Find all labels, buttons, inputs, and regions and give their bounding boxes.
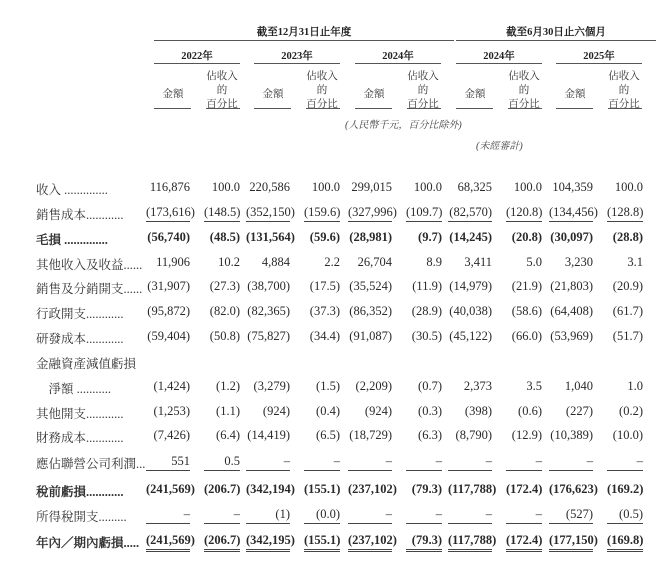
percent-cell: (128.8) — [607, 205, 643, 222]
amount-cell: 11,906 — [156, 255, 190, 269]
table-row-other-income — [0, 255, 660, 277]
amount-cell: (28,981) — [349, 230, 392, 244]
percent-cell: – — [607, 454, 643, 471]
percent-cell: (20.9) — [612, 279, 643, 293]
amount-cell: (30,097) — [550, 230, 593, 244]
col-pct-heading — [404, 70, 442, 112]
amount-cell: (241,569) — [146, 482, 195, 496]
col-amount-heading: 金額 — [564, 89, 586, 100]
amount-cell: (1,253) — [153, 404, 190, 418]
percent-cell: (79.3) — [406, 533, 442, 552]
divider — [608, 108, 642, 109]
percent-cell: (6.3) — [418, 428, 442, 442]
divider — [355, 63, 441, 64]
year-heading-2023: 2023年 — [281, 51, 313, 62]
unaudited-note: (未經審計) — [476, 141, 523, 152]
percent-cell: (172.4) — [506, 533, 542, 552]
percent-cell: (59.6) — [309, 230, 340, 244]
amount-cell: (59,404) — [147, 329, 190, 343]
percent-cell: – — [406, 454, 442, 471]
row-label: 應佔聯營公司利潤... — [36, 457, 146, 471]
percent-cell: (9.7) — [418, 230, 442, 244]
table-row-revenue — [0, 180, 660, 202]
year-heading-2022: 2022年 — [181, 51, 213, 62]
percent-cell: (155.1) — [304, 533, 340, 552]
percent-cell: 5.0 — [526, 255, 542, 269]
percent-cell: (28.9) — [411, 304, 442, 318]
percent-cell: (6.4) — [216, 428, 240, 442]
percent-cell: (58.6) — [511, 304, 542, 318]
amount-cell: (45,122) — [449, 329, 492, 343]
table-row-gross-loss — [0, 230, 660, 252]
amount-cell: – — [246, 454, 290, 471]
percent-cell: (10.0) — [612, 428, 643, 442]
amount-cell: – — [549, 454, 593, 471]
row-label: 行政開支............ — [36, 307, 124, 321]
amount-cell: (237,102) — [348, 482, 397, 496]
percent-cell: (0.5) — [607, 507, 643, 524]
percent-cell: 8.9 — [426, 255, 442, 269]
divider — [556, 108, 593, 109]
table-row-share-of-associate-profit — [0, 454, 660, 476]
amount-cell: (53,969) — [550, 329, 593, 343]
amount-cell: (8,790) — [455, 428, 492, 442]
col-pct-line2: 百分比 — [306, 99, 338, 110]
amount-cell: (237,102) — [348, 533, 392, 552]
percent-cell: (11.9) — [412, 279, 442, 293]
amount-cell: (1) — [246, 507, 290, 524]
row-label: 銷售及分銷開支...... — [36, 282, 143, 296]
percent-cell: (0.0) — [304, 507, 340, 524]
percent-cell: (50.8) — [209, 329, 240, 343]
divider — [456, 63, 542, 64]
amount-cell: – — [448, 454, 492, 471]
amount-cell: (3,279) — [253, 379, 290, 393]
amount-cell: (35,524) — [349, 279, 392, 293]
amount-cell: (1,424) — [153, 379, 190, 393]
percent-cell: (169.8) — [607, 533, 643, 552]
table-row-loss-for-period — [0, 533, 660, 555]
col-pct-heading — [505, 70, 543, 112]
divider — [306, 108, 340, 109]
percent-cell: (206.7) — [204, 482, 241, 496]
percent-cell: (120.8) — [506, 205, 542, 222]
col-pct-line2: 百分比 — [608, 99, 640, 110]
amount-cell: (176,623) — [549, 482, 598, 496]
divider — [154, 40, 454, 41]
percent-cell: 100.0 — [513, 180, 542, 194]
row-label: 所得稅開支......... — [36, 510, 127, 524]
percent-cell: (206.7) — [204, 533, 240, 552]
row-label: 金融資產減值虧損 — [36, 357, 137, 371]
amount-cell: (527) — [549, 507, 593, 524]
percent-cell: – — [506, 507, 542, 524]
col-amount-heading: 金額 — [262, 89, 284, 100]
amount-cell: 299,015 — [351, 180, 392, 194]
year-heading-h1-2025: 2025年 — [583, 51, 615, 62]
table-row-other-expenses — [0, 404, 660, 426]
percent-cell: (1.1) — [216, 404, 240, 418]
table-row-loss-before-tax — [0, 482, 660, 504]
col-amount-heading: 金額 — [363, 89, 385, 100]
amount-cell: (227) — [565, 404, 593, 418]
year-heading-2024: 2024年 — [382, 51, 414, 62]
percent-cell: (30.5) — [411, 329, 442, 343]
percent-cell: (1.5) — [316, 379, 340, 393]
col-pct-line2: 百分比 — [407, 99, 439, 110]
percent-cell: (34.4) — [309, 329, 340, 343]
amount-cell: 4,884 — [261, 255, 290, 269]
col-pct-line2: 百分比 — [206, 99, 238, 110]
row-label: 其他開支............ — [36, 407, 124, 421]
table-row-selling-expenses — [0, 279, 660, 301]
percent-cell: 100.0 — [211, 180, 240, 194]
amount-cell: (10,389) — [550, 428, 593, 442]
amount-cell: 1,040 — [564, 379, 593, 393]
percent-cell: 100.0 — [413, 180, 442, 194]
year-heading-h1-2024: 2024年 — [483, 51, 515, 62]
divider — [508, 108, 542, 109]
table-row-rd-costs — [0, 329, 660, 351]
row-label: 財務成本............ — [36, 431, 124, 445]
divider — [154, 63, 240, 64]
divider — [456, 40, 656, 41]
divider — [407, 108, 441, 109]
col-pct-line1: 佔收入的 — [508, 71, 540, 96]
percent-cell: (21.9) — [511, 279, 542, 293]
table-row-cost-of-sales — [0, 205, 660, 227]
amount-cell: (14,979) — [449, 279, 492, 293]
period-half-heading: 截至6月30日止六個月 — [506, 27, 606, 38]
col-pct-heading — [203, 70, 241, 112]
percent-cell: (37.3) — [309, 304, 340, 318]
percent-cell: 100.0 — [614, 180, 643, 194]
amount-cell: (40,038) — [449, 304, 492, 318]
amount-cell: (327,996) — [348, 205, 392, 222]
amount-cell: (38,700) — [247, 279, 290, 293]
row-label: 淨額 ........... — [36, 382, 112, 396]
percent-cell: 3.1 — [627, 255, 643, 269]
percent-cell: (1.2) — [216, 379, 240, 393]
table-row-impairment-net — [0, 379, 660, 401]
unit-note: (人民幣千元，百分比除外) — [345, 120, 462, 131]
amount-cell: (2,209) — [355, 379, 392, 393]
percent-cell: (109.7) — [406, 205, 442, 222]
amount-cell: (82,365) — [247, 304, 290, 318]
divider — [206, 108, 240, 109]
amount-cell: – — [146, 507, 190, 524]
amount-cell: (177,150) — [549, 533, 593, 552]
amount-cell: (7,426) — [153, 428, 190, 442]
percent-cell: (79.3) — [411, 482, 442, 496]
percent-cell: (155.1) — [304, 482, 341, 496]
percent-cell: (148.5) — [204, 205, 240, 222]
percent-cell: (66.0) — [511, 329, 542, 343]
amount-cell: (75,827) — [247, 329, 290, 343]
amount-cell: (342,195) — [246, 533, 290, 552]
percent-cell: (17.5) — [309, 279, 340, 293]
amount-cell: (117,788) — [448, 533, 492, 552]
amount-cell: (117,788) — [448, 482, 497, 496]
row-label: 研發成本............ — [36, 332, 124, 346]
amount-cell: (31,907) — [147, 279, 190, 293]
amount-cell: (134,456) — [549, 205, 593, 222]
row-label: 毛損 .............. — [36, 233, 108, 247]
percent-cell: (27.3) — [209, 279, 240, 293]
amount-cell: (342,194) — [246, 482, 295, 496]
percent-cell: (0.4) — [316, 404, 340, 418]
percent-cell: – — [204, 507, 240, 524]
amount-cell: – — [348, 454, 392, 471]
amount-cell: 26,704 — [357, 255, 392, 269]
amount-cell: 116,876 — [149, 180, 190, 194]
period-annual-heading: 截至12月31日止年度 — [256, 27, 352, 38]
percent-cell: (0.2) — [619, 404, 643, 418]
percent-cell: (82.0) — [209, 304, 240, 318]
amount-cell: (14,419) — [247, 428, 290, 442]
amount-cell: (82,570) — [448, 205, 492, 222]
divider — [556, 63, 642, 64]
percent-cell: (6.5) — [316, 428, 340, 442]
amount-cell: (64,408) — [550, 304, 593, 318]
percent-cell: (169.2) — [607, 482, 644, 496]
divider — [456, 108, 493, 109]
col-amount-heading: 金額 — [162, 89, 184, 100]
row-label: 稅前虧損............ — [36, 485, 124, 499]
percent-cell: – — [304, 454, 340, 471]
amount-cell: (924) — [364, 404, 392, 418]
amount-cell: 2,373 — [463, 379, 492, 393]
amount-cell: (56,740) — [147, 230, 190, 244]
amount-cell: (86,352) — [349, 304, 392, 318]
amount-cell: (14,245) — [449, 230, 492, 244]
amount-cell: 3,411 — [464, 255, 492, 269]
col-pct-line1: 佔收入的 — [206, 71, 238, 96]
col-amount-heading: 金額 — [464, 89, 486, 100]
divider — [154, 108, 191, 109]
percent-cell: 100.0 — [311, 180, 340, 194]
amount-cell: (131,564) — [246, 230, 295, 244]
percent-cell: (172.4) — [506, 482, 543, 496]
percent-cell: 1.0 — [627, 379, 643, 393]
percent-cell: (20.8) — [511, 230, 542, 244]
amount-cell: 220,586 — [249, 180, 290, 194]
amount-cell: 3,230 — [564, 255, 593, 269]
amount-cell: (21,803) — [550, 279, 593, 293]
percent-cell: 3.5 — [526, 379, 542, 393]
amount-cell: (95,872) — [147, 304, 190, 318]
amount-cell: 551 — [146, 454, 190, 471]
percent-cell: – — [506, 454, 542, 471]
col-pct-line1: 佔收入的 — [407, 71, 439, 96]
percent-cell: (61.7) — [612, 304, 643, 318]
col-pct-heading — [605, 70, 643, 112]
amount-cell: 68,325 — [457, 180, 492, 194]
percent-cell: (48.5) — [209, 230, 240, 244]
divider — [254, 63, 340, 64]
percent-cell: 10.2 — [218, 255, 240, 269]
percent-cell: (12.9) — [511, 428, 542, 442]
amount-cell: (398) — [464, 404, 492, 418]
amount-cell: 104,359 — [552, 180, 593, 194]
percent-cell: (0.7) — [418, 379, 442, 393]
col-pct-heading — [303, 70, 341, 112]
row-label: 其他收入及收益...... — [36, 258, 143, 272]
percent-cell: (51.7) — [612, 329, 643, 343]
amount-cell: (91,087) — [349, 329, 392, 343]
col-pct-line1: 佔收入的 — [306, 71, 338, 96]
amount-cell: – — [448, 507, 492, 524]
amount-cell: – — [348, 507, 392, 524]
divider — [254, 108, 291, 109]
amount-cell: (352,150) — [246, 205, 290, 222]
percent-cell: (28.8) — [612, 230, 643, 244]
amount-cell: (924) — [262, 404, 290, 418]
amount-cell: (18,729) — [349, 428, 392, 442]
percent-cell: (159.6) — [304, 205, 340, 222]
table-row-impairment-heading — [0, 354, 660, 376]
divider — [355, 108, 392, 109]
amount-cell: (173,616) — [146, 205, 190, 222]
table-row-admin-expenses — [0, 304, 660, 326]
percent-cell: – — [406, 507, 442, 524]
table-row-finance-costs — [0, 428, 660, 450]
percent-cell: 2.2 — [324, 255, 340, 269]
table-row-income-tax — [0, 507, 660, 529]
row-label: 年內／期內虧損..... — [36, 536, 140, 550]
percent-cell: (0.3) — [418, 404, 442, 418]
percent-cell: 0.5 — [204, 454, 240, 471]
col-pct-line1: 佔收入的 — [608, 71, 640, 96]
amount-cell: (241,569) — [146, 533, 190, 552]
row-label: 銷售成本............ — [36, 208, 124, 222]
col-pct-line2: 百分比 — [508, 99, 540, 110]
row-label: 收入 .............. — [36, 183, 108, 197]
percent-cell: (0.6) — [518, 404, 542, 418]
